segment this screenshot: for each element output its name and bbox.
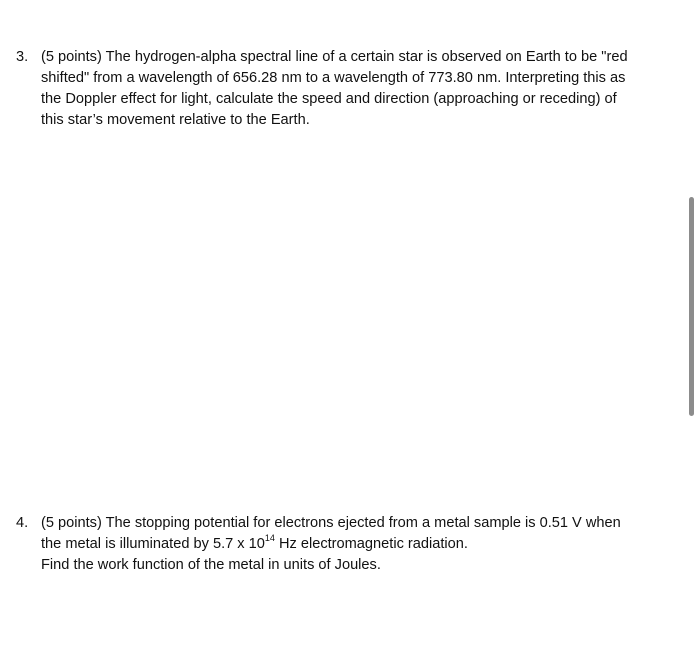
- frequency-unit-text: Hz electromagnetic radiation.: [274, 536, 468, 552]
- question-line: [41, 534, 656, 555]
- question-number: 4.: [16, 515, 29, 531]
- question-line: (5 points) The stopping potential for electrons ejected from a metal sample is 0.51 V when: [41, 515, 621, 531]
- question-4: [16, 513, 656, 576]
- question-text: [41, 513, 656, 576]
- exponent: 14: [264, 533, 275, 544]
- frequency-text: the metal is illuminated by 5.7 x 10: [41, 536, 265, 552]
- question-text: [41, 47, 656, 131]
- question-line: Find the work function of the metal in units of Joules.: [41, 557, 381, 573]
- question-number: 3.: [16, 49, 29, 65]
- question-line: (5 points) The hydrogen-alpha spectral line of a certain star is observed on Earth to be "red: [41, 49, 628, 65]
- scrollbar-thumb[interactable]: [689, 197, 694, 416]
- question-line: the Doppler effect for light, calculate the speed and direction (approaching or receding) of: [41, 91, 617, 107]
- question-line: shifted" from a wavelength of 656.28 nm to a wavelength of 773.80 nm. Interpreting this as: [41, 70, 626, 86]
- question-line: this star’s movement relative to the Earth.: [41, 112, 310, 128]
- question-3: [16, 47, 656, 131]
